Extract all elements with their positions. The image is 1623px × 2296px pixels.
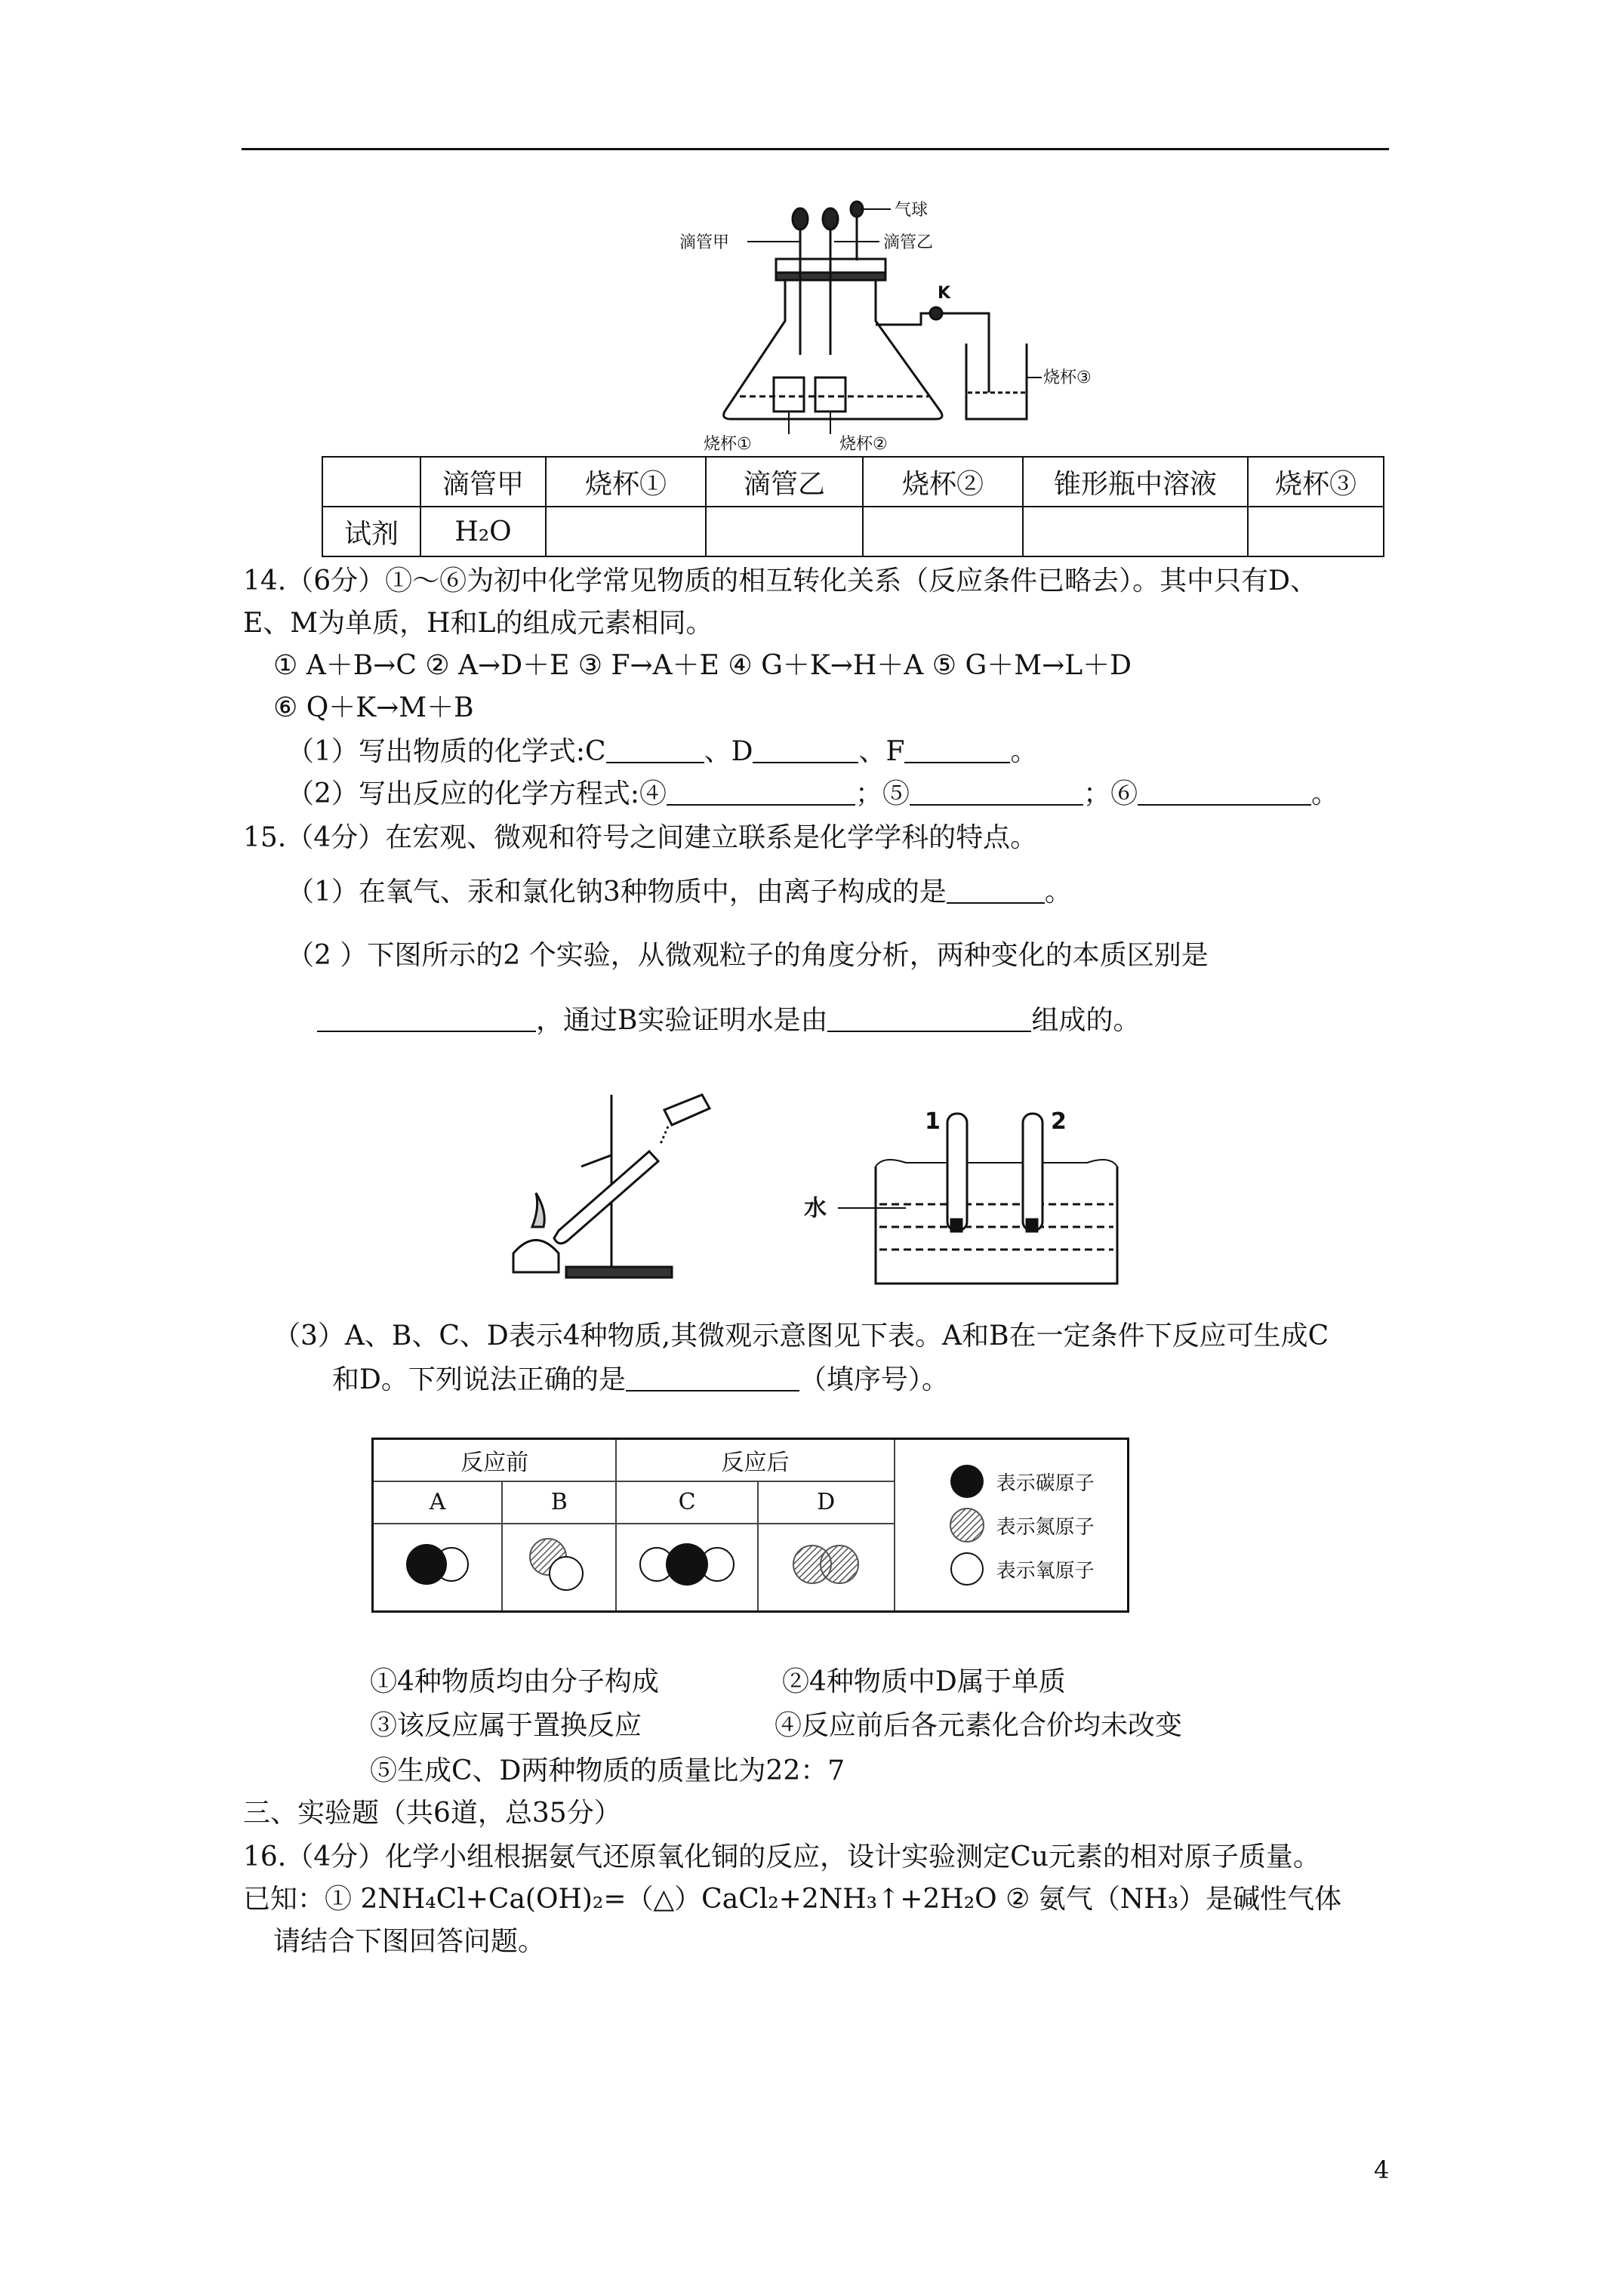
answer-blank-d[interactable]	[753, 736, 858, 763]
q14-sub2-text-6: ；⑥	[1083, 778, 1138, 809]
legend-label-carbon: 表示碳原子	[996, 1472, 1095, 1495]
q14-sub2-text-4: （2）写出反应的化学方程式:④	[287, 778, 667, 809]
molecule-co-icon	[393, 1538, 483, 1591]
option-2: ②4种物质中D属于单质	[782, 1666, 1066, 1697]
label-tube-2: 2	[1051, 1108, 1067, 1135]
label-tube-1: 1	[925, 1108, 941, 1135]
molecule-b	[502, 1524, 616, 1612]
table-cell	[706, 507, 863, 556]
nitrogen-atom-icon	[948, 1506, 986, 1544]
table-cell: 烧杯②	[863, 457, 1023, 507]
q15-sub1	[287, 876, 1072, 909]
molecule-no-icon	[518, 1534, 601, 1595]
label-dropper-b: 滴管乙	[883, 233, 934, 252]
answer-blank-eq6[interactable]	[1138, 778, 1311, 806]
q15-sub2-line1: （2 ）下图所示的2 个实验，从微观粒子的角度分析，两种变化的本质区别是	[287, 940, 1209, 971]
col-a: A	[373, 1481, 503, 1524]
legend-cell	[895, 1439, 1129, 1612]
table-row	[322, 457, 1384, 507]
q15-sub1-text: （1）在氧气、汞和氯化钠3种物质中，由离子构成的是	[287, 877, 947, 908]
table-cell	[546, 507, 706, 556]
q15-sub3-text: 和D。下列说法正确的是	[332, 1364, 626, 1395]
col-d: D	[758, 1481, 895, 1524]
option-5: ⑤生成C、D两种物质的质量比为22：7	[370, 1755, 845, 1786]
q15-sub2-text: ，通过B实验证明水是由	[536, 1005, 828, 1036]
table-row	[322, 507, 1384, 556]
legend-label-nitrogen: 表示氮原子	[996, 1515, 1095, 1539]
q15-sub3-end: （填序号）。	[799, 1364, 949, 1395]
q14-reactions-1: ① A＋B→C ② A→D＋E ③ F→A＋E ④ G＋K→H＋A ⑤ G＋M→L＋D	[273, 650, 1132, 681]
table-cell	[1248, 507, 1384, 556]
legend-nitrogen	[948, 1506, 1127, 1544]
answer-blank-composition[interactable]	[827, 1005, 1031, 1032]
label-valve-k: K	[938, 284, 951, 303]
label-water: 水	[804, 1195, 827, 1222]
q16-line3: 请结合下图回答问题。	[273, 1926, 546, 1957]
oxygen-atom-icon	[948, 1550, 986, 1588]
answer-blank-difference[interactable]	[317, 1005, 536, 1032]
q14-line1: 14.（6分）①～⑥为初中化学常见物质的相互转化关系（反应条件已略去）。其中只有D、	[243, 566, 1318, 596]
answer-blank-c[interactable]	[606, 736, 704, 763]
table-cell: 试剂	[322, 507, 420, 556]
answer-blank-correct[interactable]	[626, 1364, 799, 1391]
header-rule	[242, 148, 1389, 150]
molecule-n2-icon	[781, 1538, 871, 1591]
table-cell: 滴管甲	[420, 457, 546, 507]
molecule-co2-icon	[630, 1538, 744, 1591]
legend-oxygen	[948, 1550, 1127, 1588]
section-title: 三、实验题（共6道，总35分）	[243, 1798, 621, 1829]
answer-blank-eq4[interactable]	[667, 778, 855, 806]
molecule-c	[616, 1524, 757, 1612]
q14-line2: E、M为单质，H和L的组成元素相同。	[243, 608, 713, 639]
answer-blank-ionic[interactable]	[947, 877, 1045, 904]
q15-sub2-end: 组成的。	[1031, 1005, 1141, 1036]
q15-line1: 15.（4分）在宏观、微观和符号之间建立联系是化学学科的特点。	[243, 822, 1038, 853]
q15-sub1-end: 。	[1044, 877, 1072, 908]
col-b: B	[502, 1481, 616, 1524]
legend-carbon	[948, 1462, 1127, 1500]
q15-sub3-line2	[332, 1364, 949, 1397]
reagent-table	[322, 456, 1384, 557]
q15-sub2-line2	[317, 1004, 1140, 1037]
table-row	[373, 1439, 1129, 1481]
table-cell: H₂O	[420, 507, 546, 556]
molecule-d	[758, 1524, 895, 1612]
option-3: ③该反应属于置换反应	[370, 1710, 642, 1741]
q16-line1: 16.（4分）化学小组根据氨气还原氧化铜的反应，设计实验测定Cu元素的相对原子质量。	[243, 1841, 1320, 1872]
page-number: 4	[1374, 2156, 1390, 2184]
q14-sub1-text-d: 、D	[704, 736, 753, 767]
answer-blank-eq5[interactable]	[910, 778, 1083, 806]
q14-sub1-end: 。	[1010, 736, 1038, 767]
q14-sub2	[287, 778, 1338, 811]
header-before: 反应前	[373, 1439, 617, 1481]
answer-blank-f[interactable]	[904, 736, 1010, 763]
col-c: C	[616, 1481, 757, 1524]
carbon-atom-icon	[948, 1462, 986, 1500]
q14-sub1-text-f: 、F	[858, 736, 905, 767]
label-beaker2: 烧杯②	[839, 435, 888, 454]
q14-sub2-text-5: ；⑤	[855, 778, 910, 809]
legend-label-oxygen: 表示氧原子	[996, 1559, 1095, 1583]
q14-sub1	[287, 735, 1037, 769]
q16-line2: 已知：① 2NH₄Cl+Ca(OH)₂=（△）CaCl₂+2NH₃↑+2H₂O ② 氨气（NH₃）是碱性气体	[243, 1884, 1342, 1915]
table-cell: 滴管乙	[706, 457, 863, 507]
option-4: ④反应前后各元素化合价均未改变	[775, 1710, 1183, 1741]
table-cell	[322, 457, 420, 507]
table-cell: 烧杯①	[546, 457, 706, 507]
header-after: 反应后	[616, 1439, 894, 1481]
micro-particle-table	[371, 1438, 1129, 1613]
label-balloon: 气球	[895, 201, 929, 220]
table-cell: 锥形瓶中溶液	[1023, 457, 1248, 507]
table-cell	[1023, 507, 1248, 556]
q14-sub1-text-c: （1）写出物质的化学式:C	[287, 736, 606, 767]
flask-apparatus-figure	[672, 193, 1092, 454]
molecule-a	[373, 1524, 503, 1612]
q15-sub3-line1: （3）A、B、C、D表示4种物质,其微观示意图见下表。A和B在一定条件下反应可生成C	[273, 1321, 1329, 1351]
q14-reactions-2: ⑥ Q＋K→M＋B	[273, 692, 474, 723]
option-1: ①4种物质均由分子构成	[370, 1666, 659, 1697]
label-beaker1: 烧杯①	[704, 435, 752, 454]
label-dropper-a: 滴管甲	[679, 233, 730, 252]
label-beaker3: 烧杯③	[1043, 368, 1092, 387]
table-cell	[863, 507, 1023, 556]
experiment-figures	[483, 1080, 1132, 1291]
q14-sub2-end: 。	[1311, 778, 1339, 809]
table-cell: 烧杯③	[1248, 457, 1384, 507]
